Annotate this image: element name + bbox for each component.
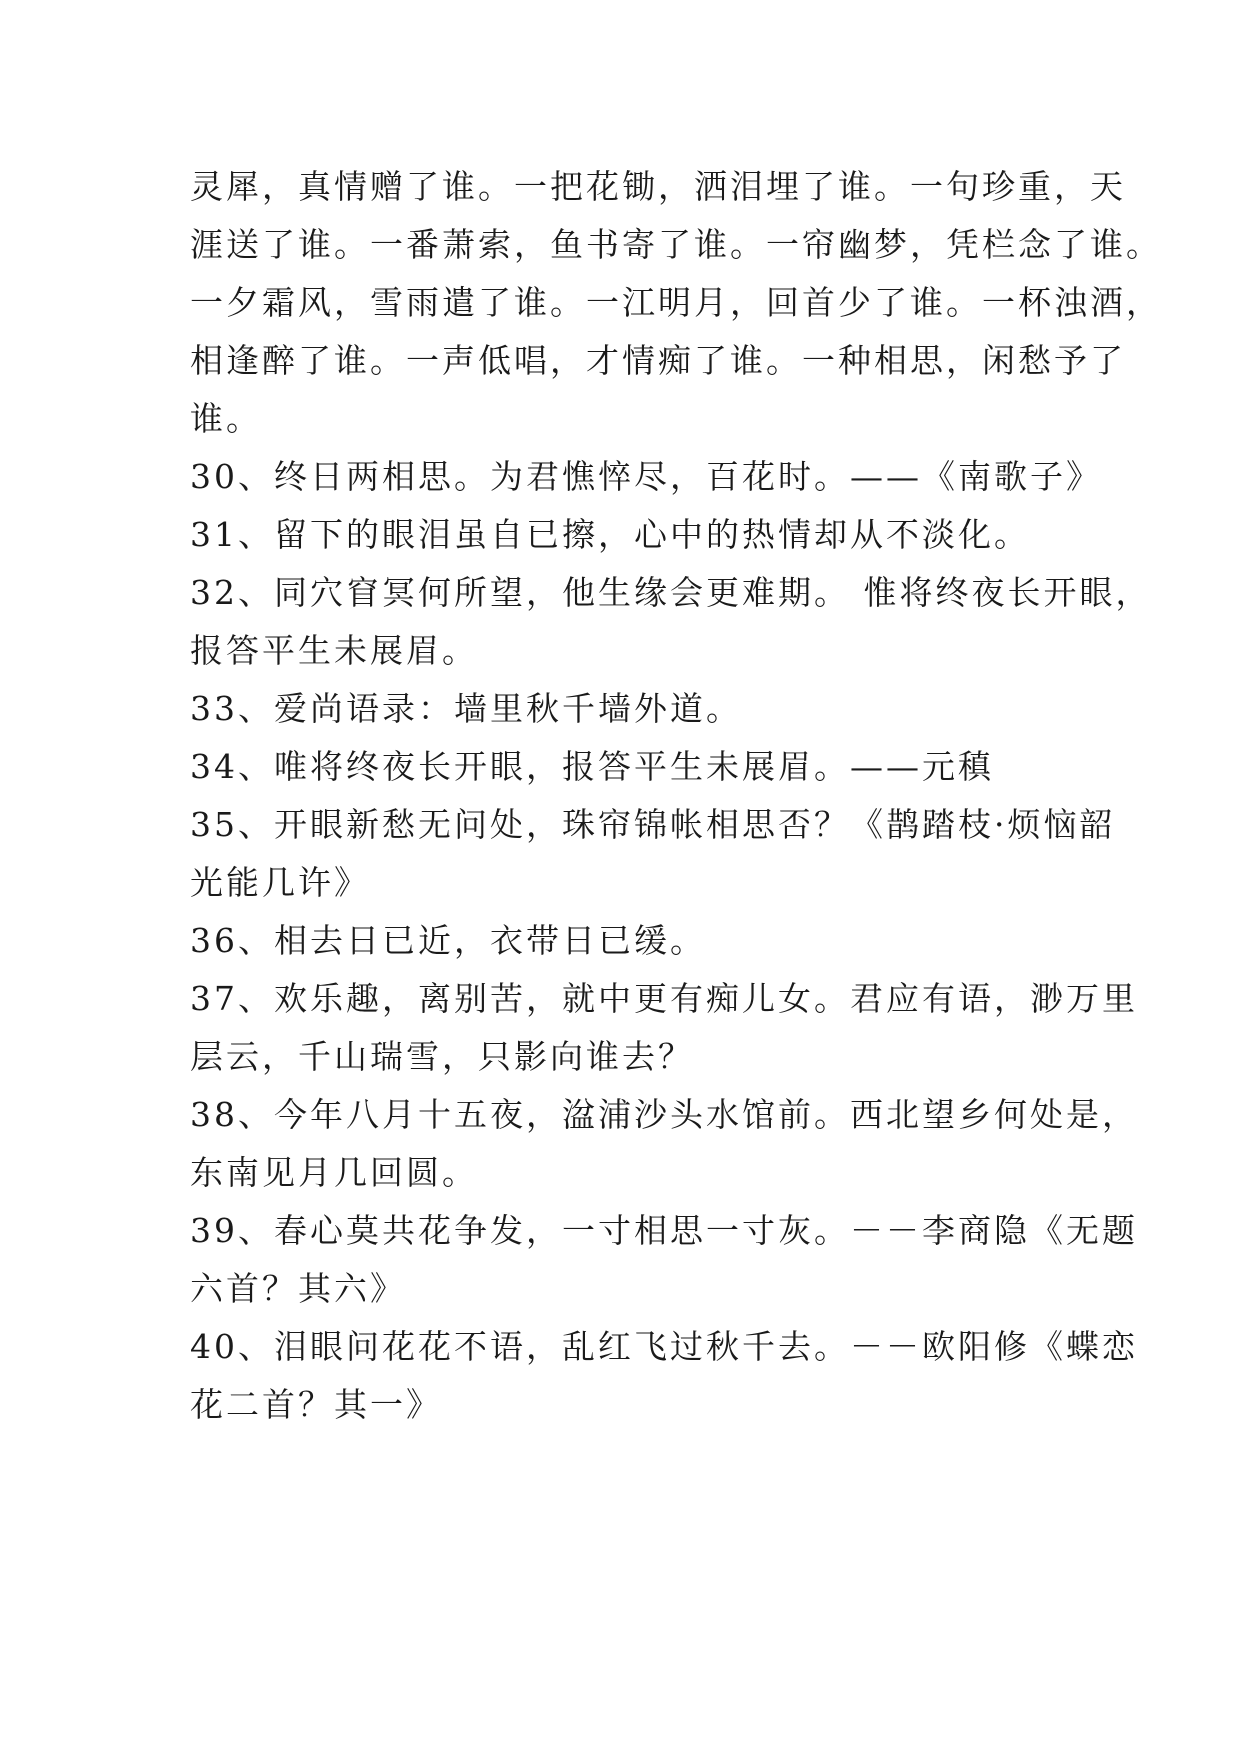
text-line: 六首？其六》: [190, 1269, 406, 1308]
text-line: 层云，千山瑞雪，只影向谁去？: [190, 1037, 694, 1076]
text-line: 花二首？其一》: [190, 1385, 442, 1424]
text-line: 39、春心莫共花争发，一寸相思一寸灰。－－李商隐《无题: [190, 1211, 1138, 1250]
text-line: 涯送了谁。一番萧索，鱼书寄了谁。一帘幽梦，凭栏念了谁。: [190, 225, 1162, 264]
text-line: 东南见月几回圆。: [190, 1153, 478, 1192]
text-line: 36、相去日已近，衣带日已缓。: [190, 921, 706, 960]
text-line: 33、爱尚语录：墙里秋千墙外道。: [190, 689, 742, 728]
text-line: 40、泪眼问花花不语，乱红飞过秋千去。－－欧阳修《蝶恋: [190, 1327, 1138, 1366]
text-line: 光能几许》: [190, 863, 370, 902]
text-line: 34、唯将终夜长开眼，报答平生未展眉。——元稹: [190, 747, 994, 786]
text-line: 谁。: [190, 399, 262, 438]
text-line: 32、同穴窅冥何所望，他生缘会更难期。 惟将终夜长开眼，: [190, 573, 1152, 612]
text-line: 38、今年八月十五夜，湓浦沙头水馆前。西北望乡何处是，: [190, 1095, 1138, 1134]
text-line: 31、留下的眼泪虽自已擦，心中的热情却从不淡化。: [190, 515, 1030, 554]
text-line: 灵犀，真情赠了谁。一把花锄，洒泪埋了谁。一句珍重，天: [190, 167, 1126, 206]
text-line: 35、开眼新愁无问处，珠帘锦帐相思否？《鹊踏枝·烦恼韶: [190, 805, 1116, 844]
text-line: 37、欢乐趣，离别苦，就中更有痴儿女。君应有语，渺万里: [190, 979, 1138, 1018]
text-line: 报答平生未展眉。: [190, 631, 478, 670]
text-line: 相逢醉了谁。一声低唱，才情痴了谁。一种相思，闲愁予了: [190, 341, 1126, 380]
text-line: 一夕霜风，雪雨遣了谁。一江明月，回首少了谁。一杯浊酒，: [190, 283, 1162, 322]
document-body: [190, 158, 1162, 1434]
text-line: 30、终日两相思。为君憔悴尽，百花时。——《南歌子》: [190, 457, 1102, 496]
